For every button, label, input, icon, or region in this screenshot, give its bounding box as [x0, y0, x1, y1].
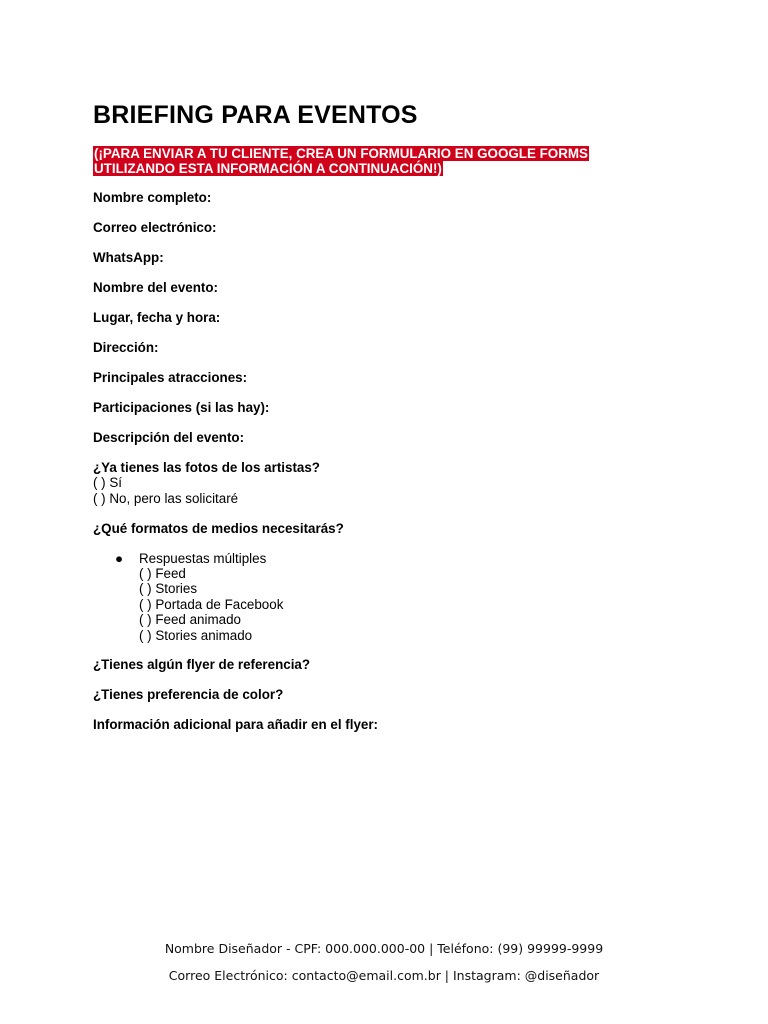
- field-event-name: Nombre del evento:: [93, 280, 219, 295]
- format-option-feed: ( ) Feed: [139, 566, 186, 581]
- format-option-stories-animated: ( ) Stories animado: [139, 628, 253, 643]
- bullet-icon: ●: [115, 551, 124, 566]
- formats-bullet-label: Respuestas múltiples: [139, 551, 267, 566]
- format-option-stories: ( ) Stories: [139, 581, 198, 596]
- field-address: Dirección:: [93, 340, 159, 355]
- format-option-facebook-cover: ( ) Portada de Facebook: [139, 597, 284, 612]
- photos-option-no: ( ) No, pero las solicitaré: [93, 491, 239, 506]
- photos-question: ¿Ya tienes las fotos de los artistas?: [93, 460, 320, 475]
- document-title: BRIEFING PARA EVENTOS: [93, 101, 418, 129]
- field-email: Correo electrónico:: [93, 220, 217, 235]
- additional-info-question: Información adicional para añadir en el flyer:: [93, 717, 379, 732]
- format-option-feed-animated: ( ) Feed animado: [139, 612, 241, 627]
- field-whatsapp: WhatsApp:: [93, 250, 164, 265]
- field-attractions: Principales atracciones:: [93, 370, 248, 385]
- field-participations: Participaciones (si las hay):: [93, 400, 270, 415]
- notice-line-2: UTILIZANDO ESTA INFORMACIÓN A CONTINUACIÓN!): [94, 161, 442, 176]
- field-description: Descripción del evento:: [93, 430, 245, 445]
- footer-contact-line-1: Nombre Diseñador - CPF: 000.000.000-00 | Teléfono: (99) 99999-9999: [164, 941, 604, 956]
- flyer-reference-question: ¿Tienes algún flyer de referencia?: [93, 657, 311, 672]
- client-notice: [93, 146, 589, 176]
- field-full-name: Nombre completo:: [93, 190, 212, 205]
- photos-option-yes: ( ) Sí: [93, 475, 123, 490]
- notice-line-1: (¡PARA ENVIAR A TU CLIENTE, CREA UN FORMULARIO EN GOOGLE FORMS: [94, 146, 588, 161]
- formats-question: ¿Qué formatos de medios necesitarás?: [93, 521, 344, 536]
- field-place-date-time: Lugar, fecha y hora:: [93, 310, 221, 325]
- color-preference-question: ¿Tienes preferencia de color?: [93, 687, 284, 702]
- footer-contact-line-2: Correo Electrónico: contacto@email.com.br | Instagram: @diseñador: [168, 968, 600, 983]
